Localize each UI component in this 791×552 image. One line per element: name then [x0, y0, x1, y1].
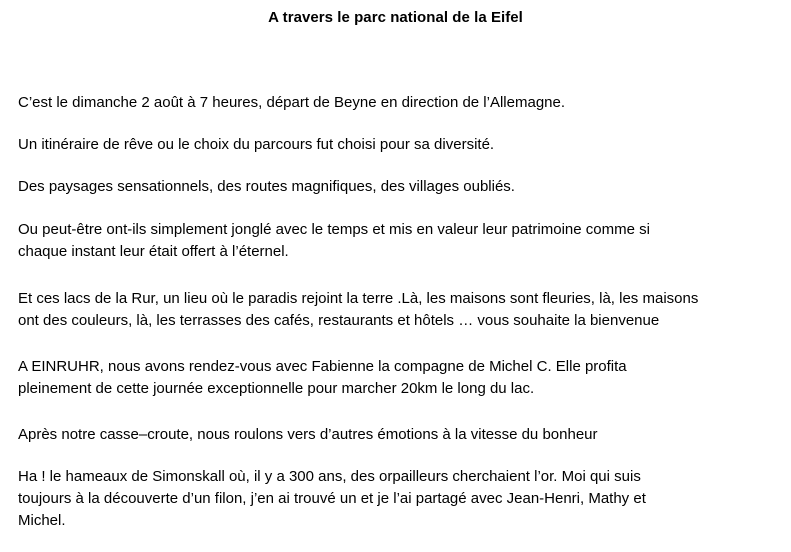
paragraph-5 — [18, 288, 778, 332]
paragraph-7 — [18, 424, 778, 446]
document-title: A travers le parc national de la Eifel — [268, 9, 523, 26]
paragraph-line: Après notre casse–croute, nous roulons vers d’autres émotions à la vitesse du bonheur — [18, 426, 598, 443]
paragraph-line: toujours à la découverte d’un filon, j’en ai trouvé un et je l’ai partagé avec Jean-Henri, Mathy et — [18, 490, 646, 507]
paragraph-6 — [18, 356, 778, 400]
paragraph-line: Ha ! le hameaux de Simonskall où, il y a 300 ans, des orpailleurs cherchaient l’or. Moi qui suis — [18, 468, 641, 485]
paragraph-line: Ou peut-être ont-ils simplement jonglé avec le temps et mis en valeur leur patrimoine comme si — [18, 221, 650, 238]
paragraph-line: A EINRUHR, nous avons rendez-vous avec Fabienne la compagne de Michel C. Elle profita — [18, 358, 627, 375]
paragraph-line: C’est le dimanche 2 août à 7 heures, départ de Beyne en direction de l’Allemagne. — [18, 94, 566, 111]
paragraph-line: Et ces lacs de la Rur, un lieu où le paradis rejoint la terre .Là, les maisons sont fleuries, là, les maisons — [18, 290, 699, 307]
paragraph-line: Un itinéraire de rêve ou le choix du parcours fut choisi pour sa diversité. — [18, 136, 495, 153]
paragraph-line: chaque instant leur était offert à l’éternel. — [18, 243, 289, 260]
paragraph-line: Michel. — [18, 512, 66, 529]
paragraph-line: Des paysages sensationnels, des routes magnifiques, des villages oubliés. — [18, 178, 515, 195]
paragraph-2 — [18, 134, 778, 156]
paragraph-4 — [18, 219, 778, 263]
paragraph-3 — [18, 176, 778, 198]
paragraph-1 — [18, 92, 778, 114]
paragraph-8 — [18, 466, 778, 532]
paragraph-line: ont des couleurs, là, les terrasses des cafés, restaurants et hôtels … vous souhaite la bienvenue — [18, 312, 660, 329]
paragraph-line: pleinement de cette journée exceptionnelle pour marcher 20km le long du lac. — [18, 380, 535, 397]
